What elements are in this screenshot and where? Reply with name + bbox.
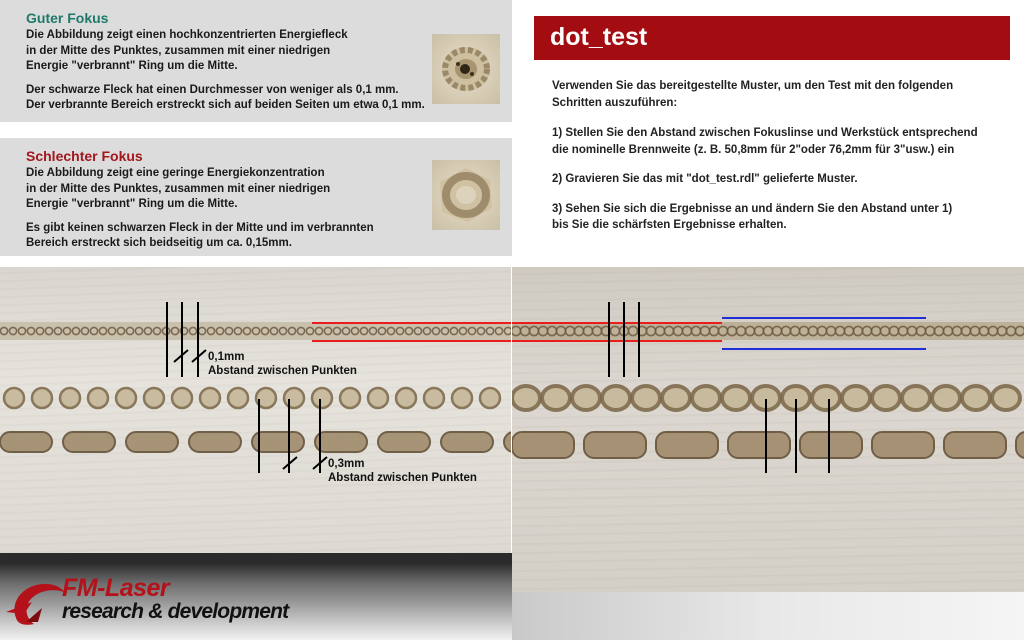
engraved-ring-dot: [632, 386, 660, 410]
engraved-ring-dot: [842, 386, 870, 410]
instruction-step-2: 2) Gravieren Sie das mit "dot_test.rdl" gelieferte Muster.: [552, 173, 858, 185]
engraved-ring-dot: [722, 386, 750, 410]
engraved-ring-dot: [228, 388, 248, 408]
dot-spacing-value-2: 0,3mm: [328, 458, 365, 470]
bad-focus-description: Die Abbildung zeigt eine geringe Energiekonzentration in der Mitte des Punktes, zusammen mit einer niedrigen Energie "verbrannt" Ring um die Mitte.: [26, 167, 331, 210]
engraved-ring-dot: [396, 388, 416, 408]
engraved-ring-dot: [572, 386, 600, 410]
engraved-ring-dot: [542, 386, 570, 410]
dot-spacing-label-1: Abstand zwischen Punkten: [208, 365, 357, 377]
engraved-ring-dot: [962, 386, 990, 410]
engraved-ring-dot: [424, 388, 444, 408]
engraved-dash: [584, 432, 646, 458]
engraved-dash: [63, 432, 115, 452]
engraved-dash: [504, 432, 511, 452]
engraved-ring-dot: [512, 386, 540, 410]
engraved-ring-dot: [172, 388, 192, 408]
engraved-dash: [944, 432, 1006, 458]
good-focus-title: Guter Fokus: [26, 10, 109, 26]
instructions-panel: [552, 78, 1017, 234]
engraved-dash: [512, 432, 574, 458]
dot-spacing-annotation-1: [208, 350, 357, 378]
engraved-dash: [189, 432, 241, 452]
page-title: dot_test: [534, 16, 1010, 60]
engraved-ring-dot: [116, 388, 136, 408]
engraved-ring-dot: [312, 388, 332, 408]
engraved-ring-dot: [60, 388, 80, 408]
engraved-ring-dot: [692, 386, 720, 410]
dot-spacing-value-1: 0,1mm: [208, 351, 245, 363]
bad-focus-title: Schlechter Fokus: [26, 148, 143, 164]
engraved-ring-dot: [88, 388, 108, 408]
instruction-step-3: 3) Sehen Sie sich die Ergebnisse an und ändern Sie den Abstand unter 1) bis Sie die schärfsten Ergebnisse erhalten.: [552, 202, 953, 231]
good-focus-panel: [0, 0, 512, 122]
engraved-ring-dot: [200, 388, 220, 408]
engraved-dash: [872, 432, 934, 458]
engraved-dash: [378, 432, 430, 452]
good-focus-engraving-photo: [0, 267, 511, 553]
engraved-ring-dot: [992, 386, 1020, 410]
engraved-dash: [0, 432, 52, 452]
engraved-dot-rows: [512, 322, 1024, 458]
engraved-ring-dot: [4, 388, 24, 408]
engraved-ring-dot: [602, 386, 630, 410]
engraved-ring-dot: [144, 388, 164, 408]
engraved-ring-dot: [284, 388, 304, 408]
engraved-ring-dot: [480, 388, 500, 408]
engraved-ring-dot: [452, 388, 472, 408]
good-focus-measurement: Der schwarze Fleck hat einen Durchmesser von weniger als 0,1 mm. Der verbrannte Bereich erstreckt sich auf beiden Seiten um etwa 0,1 mm.: [26, 83, 425, 111]
dot-row-band: [512, 322, 1024, 340]
instructions-intro: Verwenden Sie das bereitgestellte Muster, um den Test mit den folgenden Schritten auszuführen:: [552, 80, 954, 109]
bad-focus-engraving-photo: [512, 267, 1024, 592]
dot-row-band: [0, 322, 511, 340]
engraved-dash: [656, 432, 718, 458]
engraved-dash: [728, 432, 790, 458]
dot-spacing-label-2: Abstand zwischen Punkten: [328, 472, 477, 484]
engraved-ring-dot: [872, 386, 900, 410]
logo-subtitle: research & development: [62, 600, 289, 623]
engraved-dash: [441, 432, 493, 452]
engraving-photo-right: [512, 267, 1024, 592]
engraved-ring-dot: [662, 386, 690, 410]
good-focus-description: Die Abbildung zeigt einen hochkonzentrierten Energiefleck in der Mitte des Punktes, zusammen mit einer niedrigen Energie "verbrannt" Ring um die Mitte.: [26, 29, 348, 72]
engraved-ring-dot: [368, 388, 388, 408]
footer-banner-right: [512, 592, 1024, 640]
bad-focus-measurement: Es gibt keinen schwarzen Fleck in der Mitte und im verbrannten Bereich erstreckt sich beidseitig um ca. 0,15mm.: [26, 221, 374, 249]
bad-focus-spot-image: [432, 160, 500, 230]
good-focus-spot-image: [432, 34, 500, 104]
instruction-step-1: 1) Stellen Sie den Abstand zwischen Fokuslinse und Werkstück entsprechend die nominelle Brennweite (z. B. 50,8mm für 2"oder 76,2mm für 3"usw.) ein: [552, 127, 978, 156]
engraved-dash: [800, 432, 862, 458]
bad-focus-panel: [0, 138, 512, 256]
engraved-dash: [315, 432, 367, 452]
dot-spacing-annotation-2: [328, 457, 477, 485]
engraving-photo-left: [0, 267, 511, 553]
logo-title: FM-Laser: [62, 574, 170, 602]
engraved-ring-dot: [902, 386, 930, 410]
engraved-dash: [1016, 432, 1024, 458]
fm-laser-logo-icon: [2, 572, 68, 634]
engraved-ring-dot: [932, 386, 960, 410]
engraved-dash: [126, 432, 178, 452]
engraved-ring-dot: [32, 388, 52, 408]
engraved-ring-dot: [340, 388, 360, 408]
engraved-ring-dot: [812, 386, 840, 410]
